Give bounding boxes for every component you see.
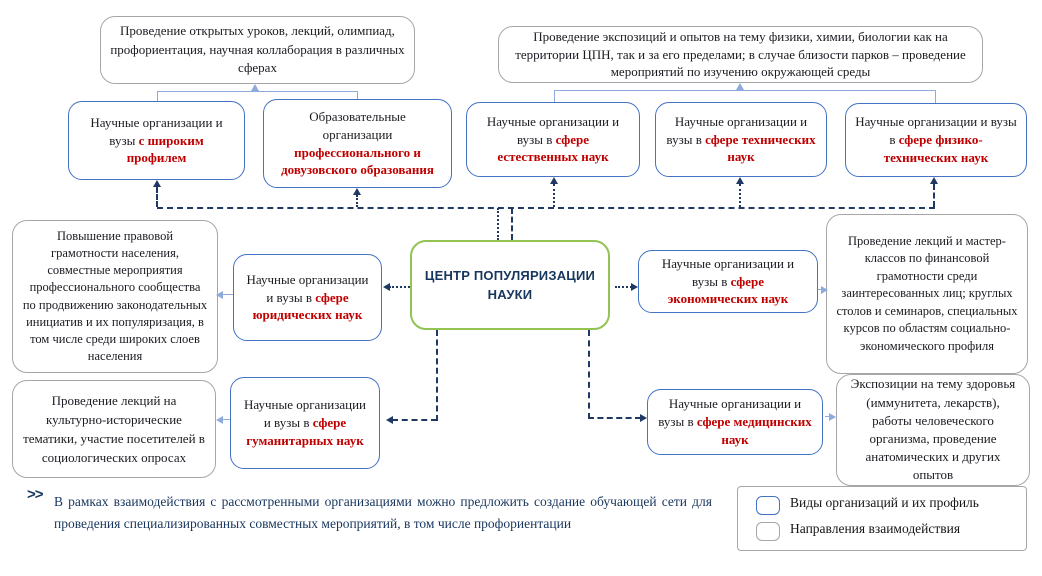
arrow-up-technical-icon: [736, 177, 744, 184]
note-legal-literacy-text: Повышение правовой грамотности населения, совместные мероприятия профессионального сообщества по продвижению законодательных инициатив и их популяризация, в том числе среди широких слоев населения: [22, 228, 208, 364]
note-health-expositions: [836, 374, 1030, 486]
arrow-humanities-to-note-icon: [216, 416, 223, 424]
connector-up-wide-profile: [156, 187, 158, 207]
connector-law-to-note: [222, 294, 233, 295]
connector-center-down-right-vertical: [588, 330, 590, 419]
center-title: ЦЕНТР ПОПУЛЯРИЗАЦИИ НАУКИ: [424, 267, 596, 302]
org-phystech-plain: Научные организации и вузы в: [855, 114, 1017, 148]
org-box-legal-sciences: [233, 254, 382, 341]
note-cultural-lectures-text: Проведение лекций на культурно-исторические тематики, участие посетителей в социологических опросах: [23, 392, 205, 466]
footnote-chevrons-icon: >>: [27, 486, 43, 503]
org-tech-accent: сфере технических наук: [705, 131, 816, 165]
bracket-right-arrow-icon: [736, 83, 744, 90]
arrow-law-to-note-icon: [216, 291, 223, 299]
bracket-left-leg2: [357, 91, 358, 99]
org-wide-accent: с широким профилем: [126, 132, 204, 166]
org-nat-plain: Научные организации и вузы в: [486, 113, 620, 147]
legend-note-swatch-icon: [756, 522, 780, 541]
arrow-center-to-medical-icon: [640, 414, 647, 422]
legend-org-swatch-icon: [756, 496, 780, 515]
note-open-lessons: [100, 16, 415, 84]
arrow-econ-to-note-icon: [821, 286, 828, 294]
org-tech-plain: Научные организации и вузы в: [666, 113, 808, 147]
footnote-text: В рамках взаимодействия с рассмотренными организациями можно предложить создание обучающей сети для проведения специализированных совместных мероприятий, в том числе профориентации: [54, 494, 712, 531]
connector-up-natural: [553, 184, 555, 207]
org-human-plain: Научные организации и вузы в: [243, 397, 367, 431]
arrow-medical-to-note-icon: [829, 413, 836, 421]
connector-center-top-dotted: [497, 208, 499, 240]
org-box-natural-sciences: [466, 102, 640, 177]
connector-up-phystech: [933, 184, 935, 207]
arrow-up-phystech-icon: [930, 177, 938, 184]
arrow-up-natural-icon: [550, 177, 558, 184]
org-edu-plain: Образовательные организации: [309, 109, 406, 142]
org-box-education: [263, 99, 452, 188]
org-box-phys-tech-sciences: [845, 103, 1027, 177]
center-box: [410, 240, 610, 330]
connector-center-down-right-horizontal: [588, 417, 641, 419]
arrow-center-to-econ-icon: [631, 283, 638, 291]
bracket-left-arrow-icon: [251, 84, 259, 91]
note-expositions-text: Проведение экспозиций и опытов на тему физики, химии, биологии как на территории ЦПН, так и за его пределами; в случае близости парков – проведение мероприятий по изучению окружающей среды: [515, 28, 966, 80]
note-financial-literacy: [826, 214, 1028, 374]
bracket-left-horizontal: [157, 91, 358, 92]
org-law-plain: Научные организации и вузы в: [246, 271, 369, 305]
connector-center-to-law: [389, 286, 410, 288]
arrow-center-to-law-icon: [383, 283, 390, 291]
org-law-accent: сфере юридических наук: [252, 289, 363, 323]
org-med-accent: сфере медицинских наук: [696, 414, 812, 447]
note-cultural-lectures: [12, 380, 216, 478]
note-legal-literacy: [12, 220, 218, 373]
main-dashed-line: [157, 207, 935, 209]
legend-note-label: Направления взаимодействия: [790, 521, 961, 536]
note-expositions: [498, 26, 983, 83]
org-box-technical-sciences: [655, 102, 827, 177]
bracket-right-horizontal: [554, 90, 935, 91]
connector-humanities-to-note: [222, 419, 230, 420]
org-edu-accent: профессионального и довузовского образования: [281, 144, 434, 178]
org-wide-plain: Научные организации и вузы: [90, 114, 223, 148]
connector-center-down-left-vertical: [436, 330, 438, 421]
org-box-wide-profile: [68, 101, 245, 180]
org-phystech-accent: сфере физико-технических наук: [883, 132, 989, 165]
note-open-lessons-text: Проведение открытых уроков, лекций, олимпиад, профориентация, научная коллаборация в различных сферах: [110, 23, 405, 76]
org-box-medical-sciences: [647, 389, 823, 455]
connector-up-education: [356, 195, 358, 207]
legend-org-label: Виды организаций и их профиль: [790, 495, 979, 510]
org-box-humanities: [230, 377, 380, 469]
org-econ-accent: сфере экономических наук: [667, 273, 789, 307]
bracket-right-leg1: [554, 90, 555, 102]
arrow-center-to-humanities-icon: [386, 416, 393, 424]
note-health-expositions-text: Экспозиции на тему здоровья (иммунитета, лекарств), работы человеческого организма, проведение анатомических и других опытов: [850, 376, 1016, 483]
connector-up-technical: [739, 184, 741, 207]
arrow-up-education-icon: [353, 188, 361, 195]
legend-box: [737, 486, 1027, 551]
org-econ-plain: Научные организации и вузы в: [661, 255, 795, 289]
connector-center-down-left-horizontal: [392, 419, 437, 421]
connector-center-to-econ: [615, 286, 632, 288]
note-financial-literacy-text: Проведение лекций и мастер-классов по финансовой грамотности среди заинтересованных лиц; круглых столов и семинаров, специальных курсов по областям социально-экономического профиля: [836, 233, 1018, 353]
org-nat-accent: сфере естественных наук: [497, 131, 609, 165]
connector-center-top-dashed: [511, 208, 513, 240]
bracket-left-leg1: [157, 91, 158, 101]
org-box-economic-sciences: [638, 250, 818, 313]
bracket-right-leg2: [935, 90, 936, 103]
org-med-plain: Научные организации и вузы в: [658, 396, 802, 430]
arrow-up-wide-profile-icon: [153, 180, 161, 187]
org-human-accent: сфере гуманитарных наук: [246, 415, 364, 448]
